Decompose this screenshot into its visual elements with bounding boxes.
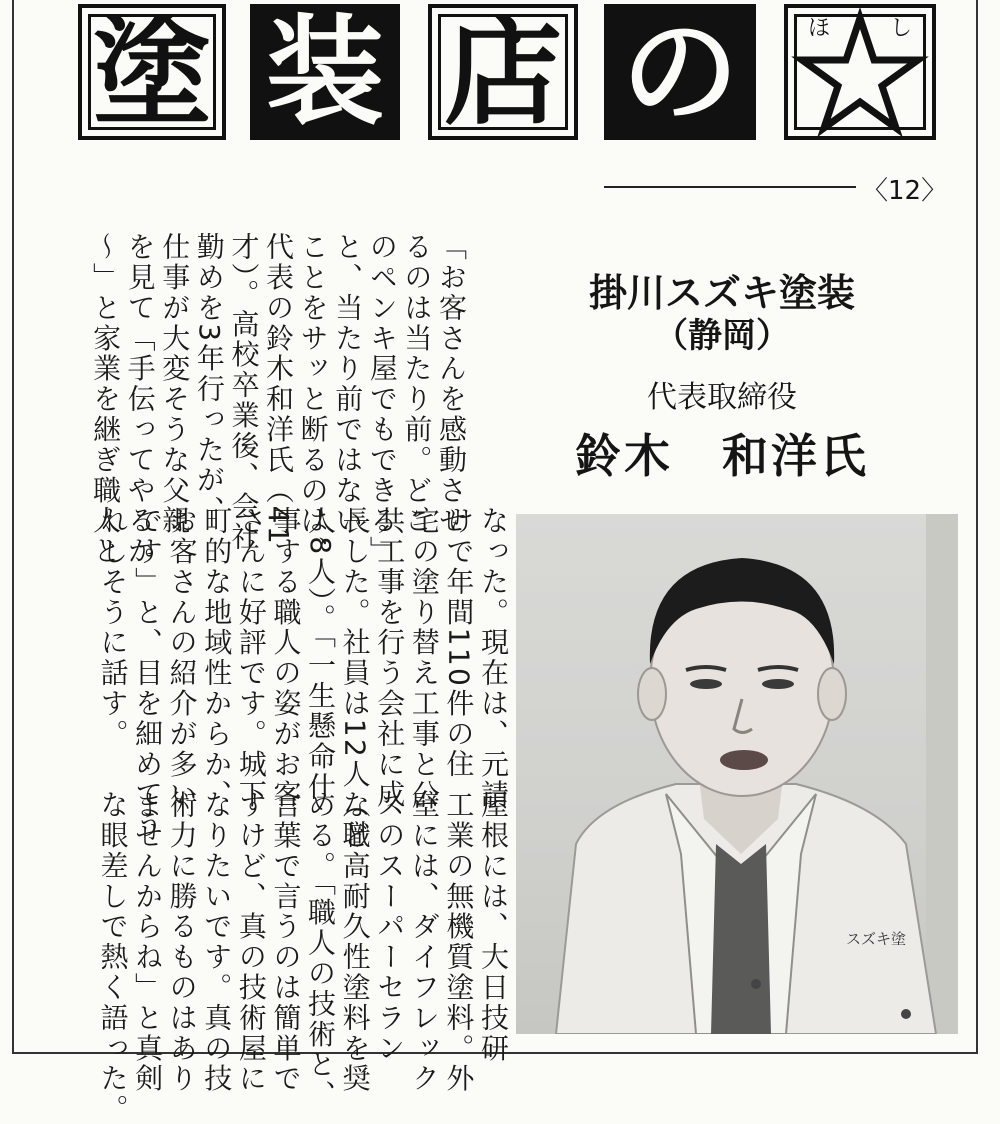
jacket-logo: スズキ塗 bbox=[846, 930, 907, 948]
company-name: 掛川スズキ塗装 bbox=[588, 271, 855, 315]
title-char-4: の bbox=[604, 4, 756, 140]
article-text-upper: 「お客さんを感動させ るのは当たり前。どこ のペンキ屋でもできる」 と、当たり前ではない ことをサッと断るのは、 代表の鈴木和洋氏（41 才）。高校卒業後、会社 勤めを3年行ったが、 仕事が大変そうな父親 を見て「手伝ってやるか 〜」と家業を継ぎ職人と bbox=[89, 232, 468, 567]
title-char-1: 塗 bbox=[78, 4, 226, 140]
title-char-3: 店 bbox=[428, 4, 578, 140]
portrait-illustration bbox=[516, 514, 958, 1034]
title-char-2: 装 bbox=[250, 4, 400, 140]
person-name: 鈴木 和洋氏 bbox=[575, 429, 869, 483]
region: （静岡） bbox=[654, 316, 790, 356]
star-ruby-shi: し bbox=[889, 16, 912, 41]
title-star-box bbox=[784, 4, 936, 140]
issue-number: 〈12〉 bbox=[862, 176, 948, 206]
star-ruby-ho: ほ bbox=[808, 16, 831, 41]
role-title: 代表取締役 bbox=[647, 380, 797, 415]
article-text-left-lower: 屋根には、大日技研 工業の無機質塗料。外 壁には、ダイフレック スのスーパーセラン など高耐久性塗料を奨 める。「職人の技術と、 言葉で言うのは簡単で すけど、真の技術屋に なりたいです。真の技 術力に勝るものはあり ませんからね」と真剣 な眼差しで熱く語った。 bbox=[96, 790, 510, 1124]
article-text-lower: なった。現在は、元請 けで年間110件の住 宅の塗り替え工事と公 共工事を行う会社に成 長した。社員は12人（職 人8人）。「一生懸命仕 事する職人の姿がお客 さんに好評です。城下 町的な地域性からか、 お客さんの紹介が多い です」と、目を細めてう れしそうに話す。 bbox=[96, 506, 510, 851]
issue-rule bbox=[604, 186, 856, 188]
portrait-photo bbox=[516, 514, 958, 1034]
